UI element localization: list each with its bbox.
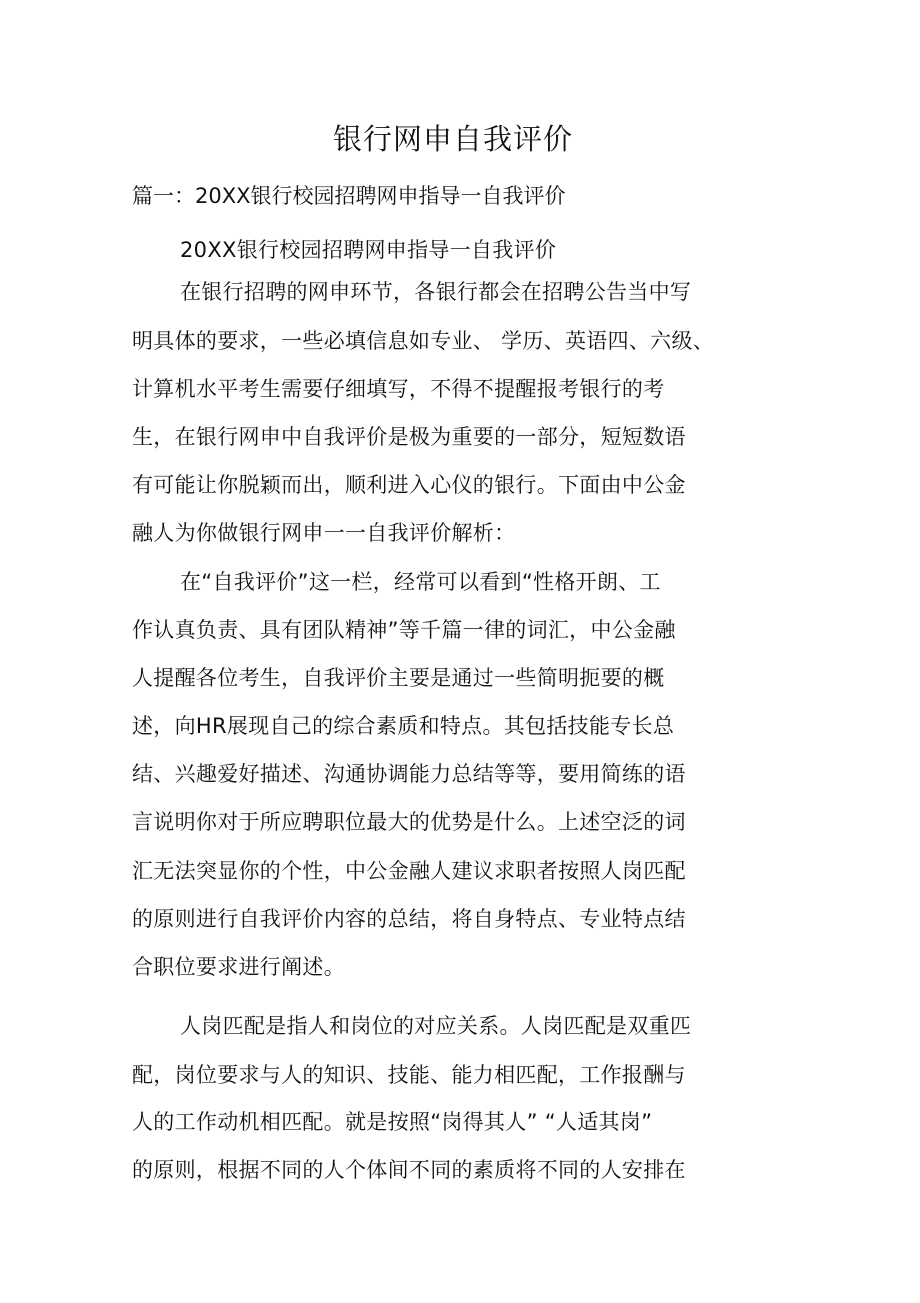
subheading-line: 20XX银行校园招聘网申指导一自我评价: [180, 238, 557, 262]
paragraph-line: 合职位要求进行阐述。: [132, 955, 345, 979]
paragraph-line: 作认真负责、具有团队精神”等千篇一律的词汇，中公金融: [132, 618, 676, 642]
paragraph-line: 生，在银行网申中自我评价是极为重要的一部分，短短数语: [132, 425, 686, 449]
paragraph-line: 明具体的要求，一些必填信息如专业、 学历、英语四、六级、: [132, 329, 715, 353]
paragraph-line: 融人为你做银行网申一一自我评价解析：: [132, 521, 516, 545]
paragraph-line: 有可能让你脱颖而出，顺利进入心仪的银行。下面由中公金: [132, 473, 686, 497]
paragraph-line: 人提醒各位考生，自我评价主要是通过一些简明扼要的概: [132, 666, 665, 690]
document-title: 银行网申自我评价: [332, 122, 573, 156]
paragraph-line: 的原则，根据不同的人个体间不同的素质将不同的人安排在: [132, 1158, 686, 1182]
paragraph-line: 配，岗位要求与人的知识、技能、能力相匹配，工作报酬与: [132, 1063, 686, 1087]
paragraph-line: 汇无法突显你的个性，中公金融人建议求职者按照人岗匹配: [132, 859, 686, 883]
paragraph-line: 人岗匹配是指人和岗位的对应关系。人岗匹配是双重匹: [180, 1014, 692, 1038]
paragraph-line: 计算机水平考生需要仔细填写，不得不提醒报考银行的考: [132, 377, 665, 401]
paragraph-line: 人的工作动机相匹配。就是按照“岗得其人” “人适其岗”: [132, 1110, 653, 1134]
paragraph-line: 在“自我评价”这一栏，经常可以看到“性格开朗、工: [180, 570, 661, 594]
paragraph-line: 的原则进行自我评价内容的总结，将自身特点、专业特点结: [132, 907, 686, 931]
section-heading: 篇一：20XX银行校园招聘网申指导一自我评价: [132, 184, 566, 208]
paragraph-line: 结、兴趣爱好描述、沟通协调能力总结等等，要用简练的语: [132, 762, 686, 786]
paragraph-line: 在银行招聘的网申环节，各银行都会在招聘公告当中写: [180, 280, 692, 304]
paragraph-line: 述，向HR展现自己的综合素质和特点。其包括技能专长总: [132, 714, 675, 738]
paragraph-line: 言说明你对于所应聘职位最大的优势是什么。上述空泛的词: [132, 810, 686, 834]
